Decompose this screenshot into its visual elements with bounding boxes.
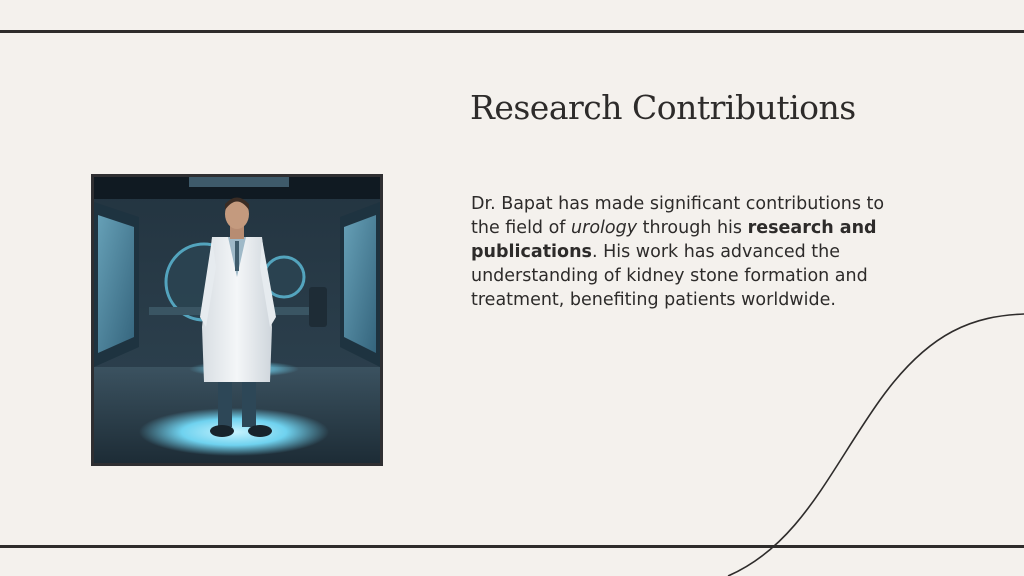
top-rule (0, 30, 1024, 33)
bottom-rule (0, 545, 1024, 548)
paragraph-strong: research and publications (471, 218, 877, 262)
paragraph-text-3: . His work has advanced the understanding of kidney stone formation and treatment, benefiting patients worldwide. (471, 242, 868, 310)
paragraph-text-2: through his (637, 218, 748, 238)
slide-title: Research Contributions (470, 88, 856, 127)
paragraph-emphasis: urology (571, 218, 638, 238)
doctor-in-lab-image (94, 177, 380, 463)
slide-paragraph (471, 192, 911, 312)
doctor-photo (91, 174, 383, 466)
paragraph-text-1: Dr. Bapat has made significant contributions to the field of (471, 194, 885, 238)
